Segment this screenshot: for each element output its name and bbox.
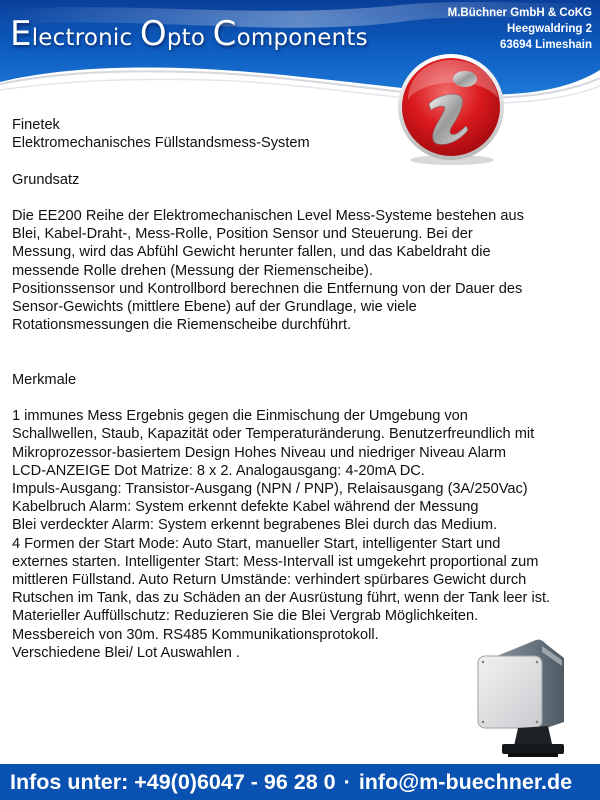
- text-line: Materieller Auffüllschutz: Reduzieren Sie die Blei Vergrab Möglichkeiten.: [12, 608, 479, 625]
- section-grundsatz-text: [12, 207, 597, 334]
- company-address: [448, 5, 592, 53]
- text-line: 4 Formen der Start Mode: Auto Start, manueller Start, intelligenter Start und: [12, 535, 501, 552]
- text-line: Blei, Kabel-Draht-, Mess-Rolle, Position Sensor und Steuerung. Bei der: [12, 226, 473, 243]
- text-line: mittleren Füllstand. Auto Return Umstände: verhindert spürbares Gewicht durch: [12, 572, 527, 589]
- footer-email-link[interactable]: info@m-buechner.de: [358, 770, 573, 794]
- company-street: Heegwaldring 2: [507, 23, 592, 35]
- section-heading-merkmale: Merkmale: [12, 371, 77, 388]
- product-title: Elektromechanisches Füllstandsmess-System: [12, 135, 310, 152]
- section-heading-grundsatz: Grundsatz: [12, 171, 80, 188]
- text-line: Sensor-Gewichts (mittlere Ebene) auf der Grundlage, wie viele: [12, 299, 417, 315]
- text-line: Messbereich von 30m. RS485 Kommunikationsprotokoll.: [12, 626, 379, 643]
- company-city: 63694 Limeshain: [499, 39, 592, 51]
- footer-separator: ·: [343, 770, 351, 794]
- text-line: 1 immunes Mess Ergebnis gegen die Einmischung der Umgebung von: [12, 408, 468, 425]
- brand-initial-c: C: [212, 14, 237, 54]
- text-line: Mikroprozessor-basiertem Design Hohes Niveau und niedriger Niveau Alarm: [12, 444, 506, 461]
- text-line: Schallwellen, Staub, Kapazität oder Temperaturänderung. Benutzerfreundlich mit: [12, 426, 535, 443]
- text-line: messende Rolle drehen (Messung der Riemenscheibe).: [12, 262, 373, 279]
- text-line: Impuls-Ausgang: Transistor-Ausgang (NPN / PNP), Relaisausgang (3A/250Vac): [12, 481, 528, 497]
- brand-initial-o: O: [139, 14, 167, 54]
- brand-initial-e: E: [10, 14, 32, 54]
- section-merkmale-text: [12, 407, 597, 662]
- text-line: Rutschen im Tank, das zu Schäden an der Ausrüstung führt, wenn der Tank leer ist.: [12, 590, 551, 607]
- brand-word-opto: pto: [166, 25, 206, 51]
- text-line: externes starten. Intelligenter Start: Mess-Intervall ist umgekehrt proportional zum: [12, 553, 539, 570]
- brand-title: [10, 14, 368, 54]
- text-line: Rotationsmessungen die Riemenscheibe durchführt.: [12, 317, 352, 334]
- company-name: M.Büchner GmbH & CoKG: [447, 7, 592, 19]
- text-line: Verschiedene Blei/ Lot Auswahlen .: [12, 644, 240, 661]
- text-line: Kabelbruch Alarm: System erkennt defekte Kabel während der Messung: [12, 499, 479, 516]
- brand-word-components: omponents: [236, 25, 368, 51]
- text-line: Messung, wird das Abfühl Gewicht herunter fallen, und das Kabeldraht die: [12, 244, 491, 261]
- manufacturer-name: Finetek: [12, 117, 60, 133]
- brand-word-electronic: lectronic: [31, 25, 133, 51]
- text-line: Blei verdeckter Alarm: System erkennt begrabenes Blei durch das Medium.: [12, 517, 498, 534]
- text-line: LCD-ANZEIGE Dot Matrize: 8 x 2. Analogausgang: 4-20mA DC.: [12, 462, 425, 479]
- product-image: [468, 636, 578, 762]
- footer-phone: Infos unter: +49(0)6047 - 96 28 0: [10, 770, 336, 794]
- document-body: [12, 116, 597, 662]
- contact-footer: [0, 764, 600, 800]
- text-line: Positionssensor und Kontrollbord berechnen die Entfernung von der Dauer des: [12, 280, 523, 297]
- text-line: Die EE200 Reihe der Elektromechanischen Level Mess-Systeme bestehen aus: [12, 207, 524, 224]
- page-header: [0, 0, 600, 110]
